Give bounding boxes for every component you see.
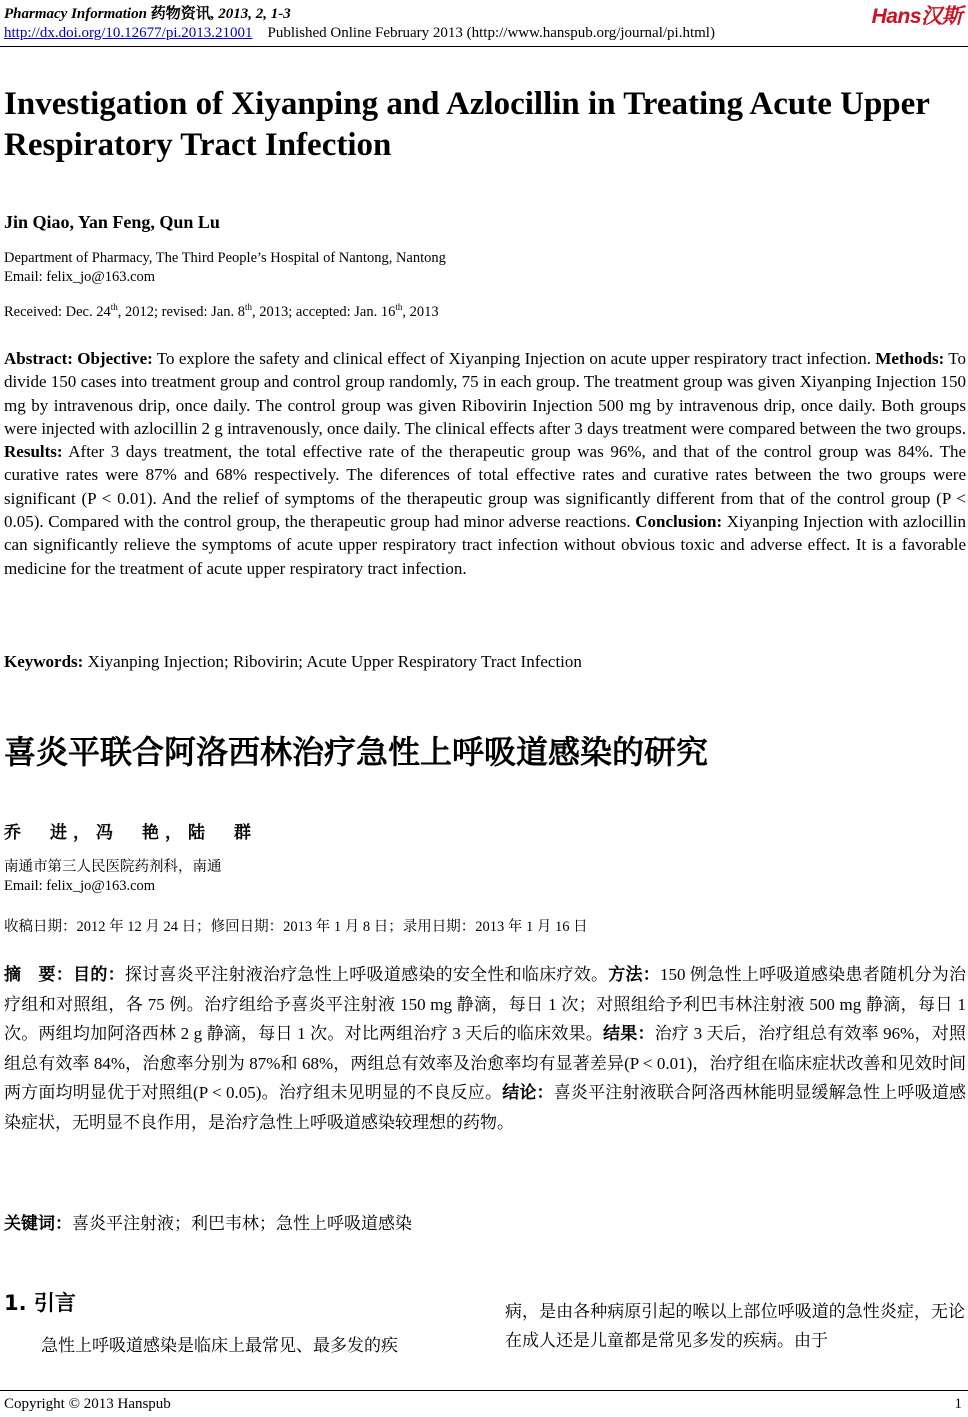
footer-divider bbox=[0, 1390, 968, 1391]
header-doi-line bbox=[4, 25, 715, 42]
objective-text: To explore the safety and clinical effect of Xiyanping Injection on acute upper respiratory tract infection. bbox=[156, 349, 871, 368]
section-1-left-column: 急性上呼吸道感染是临床上最常见、最多发的疾 bbox=[41, 1336, 398, 1355]
conclusion-cn-label: 结论： bbox=[502, 1083, 554, 1103]
journal-header bbox=[4, 2, 291, 23]
authors-cn: 乔 进，冯 艳，陆 群 bbox=[4, 823, 257, 843]
methods-cn-text: 150 例急性上呼吸道感染患者随机分为治疗组和对照组，各 75 例。治疗组给予喜炎平注射液 150 mg 静滴，每日 1 次；对照组给予利巴韦林注射液 500 mg 静滴，每日 1 次。两组均加阿洛西林 2 g 静滴，每日 1 次。对比两组治疗 3 天后的临床效果。 bbox=[4, 965, 967, 1043]
revised-sup: th bbox=[244, 302, 252, 313]
footer-copyright: Copyright © 2013 Hanspub bbox=[4, 1396, 171, 1412]
title-cn: 喜炎平联合阿洛西林治疗急性上呼吸道感染的研究 bbox=[4, 733, 709, 771]
methods-label: Methods: bbox=[875, 349, 945, 368]
received-sup: th bbox=[110, 302, 118, 313]
objective-cn-text: 探讨喜炎平注射液治疗急性上呼吸道感染的安全性和临床疗效。 bbox=[124, 965, 609, 984]
authors-en: Jin Qiao, Yan Feng, Qun Lu bbox=[4, 212, 220, 232]
conclusion-cn-text: 喜炎平注射液联合阿洛西林能明显缓解急性上呼吸道感染症状，无明显不良作用，是治疗急性上呼吸道感染较理想的药物。 bbox=[4, 1083, 967, 1132]
results-cn-text: 治疗 3 天后，治疗组总有效率 96%，对照组总有效率 84%，治愈率分别为 87%和 68%，两组总有效率及治愈率均有显著差异(P < 0.01)，治疗组在临床症状改善和见效时间两方面均明显优于对照组(P < 0.05)。治疗组未见明显的不良反应。 bbox=[4, 1024, 966, 1102]
keywords-cn-text: 喜炎平注射液；利巴韦林；急性上呼吸道感染 bbox=[72, 1214, 412, 1233]
conclusion-label: Conclusion: bbox=[635, 512, 723, 532]
doi-link[interactable]: http://dx.doi.org/10.12677/pi.2013.21001 bbox=[4, 25, 253, 41]
affiliation-cn bbox=[4, 858, 222, 896]
methods-cn-label: 方法： bbox=[608, 965, 661, 985]
section-1-right-column: 病，是由各种病原引起的喉以上部位呼吸道的急性炎症，无论在成人还是儿童都是常见多发的疾病。由于 bbox=[505, 1302, 965, 1350]
keywords-text: Xiyanping Injection; Ribovirin; Acute Upper Respiratory Tract Infection bbox=[87, 652, 582, 671]
keywords-en bbox=[4, 652, 582, 672]
abstract-cn bbox=[4, 960, 966, 1137]
results-label: Results: bbox=[4, 442, 63, 462]
published-online: Published Online February 2013 (http://www.hanspub.org/journal/pi.html) bbox=[267, 25, 715, 41]
journal-name: Pharmacy Information bbox=[4, 6, 147, 22]
received-date: Received: Dec. 24 bbox=[4, 304, 111, 320]
header-divider bbox=[0, 46, 968, 47]
page-number: 1 bbox=[954, 1396, 962, 1412]
dates-en bbox=[4, 304, 439, 321]
affiliation-en bbox=[4, 249, 446, 287]
abstract-cn-label: 摘 要： bbox=[4, 965, 74, 985]
title-en: Investigation of Xiyanping and Azlocillin in Treating Acute Upper Respiratory Tract Infection bbox=[4, 86, 930, 163]
email-cn: Email: felix_jo@163.com bbox=[4, 878, 156, 894]
keywords-label: Keywords: bbox=[4, 652, 84, 671]
accepted-year: , 2013 bbox=[402, 304, 439, 320]
accepted-sup: th bbox=[395, 302, 403, 313]
keywords-cn bbox=[4, 1209, 412, 1234]
methods-text: To divide 150 cases into treatment group and control group randomly, 75 in each group. The treatment group was given Xiyanping Injection 150 mg by intravenous drip, once daily. The control group was given Ribovirin Injection 500 mg by intravenous drip, once daily. Both groups were injected with azlocillin 2 g intravenously, once daily. The clinical effects after 3 days treatment were compared between the two groups. bbox=[4, 349, 966, 438]
keywords-cn-label: 关键词： bbox=[4, 1214, 72, 1234]
abstract-label: Abstract: bbox=[4, 349, 73, 368]
revised-date: , 2012; revised: Jan. 8 bbox=[117, 304, 245, 320]
section-1-title: 1. 引言 bbox=[4, 1291, 76, 1315]
dates-cn: 收稿日期：2012 年 12 月 24 日；修回日期：2013 年 1 月 8 日；录用日期：2013 年 1 月 16 日 bbox=[4, 919, 588, 935]
accepted-date: , 2013; accepted: Jan. 16 bbox=[252, 304, 396, 320]
affiliation-en-dept: Department of Pharmacy, The Third People’s Hospital of Nantong, Nantong bbox=[4, 250, 446, 266]
hanspub-logo: Hans汉斯 bbox=[871, 5, 962, 28]
journal-volume: , 2013, 2, 1-3 bbox=[210, 6, 291, 22]
conclusion-text: Xiyanping Injection with azlocillin can significantly relieve the symptoms of acute upper respiratory tract infection without obvious toxic and adverse effect. It is a favorable medicine for the treatment of acute upper respiratory tract infection. bbox=[4, 512, 967, 578]
results-text: After 3 days treatment, the total effective rate of the therapeutic group was 96%, and that of the control group was 84%. The curative rates were 87% and 68% respectively. The diferences of total effective rates and curative rates between the two groups were significant (P < 0.01). And the relief of symptoms of the therapeutic group was significantly different from that of the control group (P < 0.05). Compared with the control group, the therapeutic group had minor adverse reactions. bbox=[4, 442, 967, 532]
affiliation-cn-dept: 南通市第三人民医院药剂科，南通 bbox=[4, 859, 222, 875]
objective-cn-label: 目的： bbox=[73, 965, 125, 985]
objective-label: Objective: bbox=[77, 349, 153, 368]
email-en: Email: felix_jo@163.com bbox=[4, 269, 156, 285]
journal-name-cn: 药物资讯 bbox=[150, 6, 211, 22]
abstract-en bbox=[4, 347, 966, 580]
results-cn-label: 结果： bbox=[603, 1024, 655, 1044]
